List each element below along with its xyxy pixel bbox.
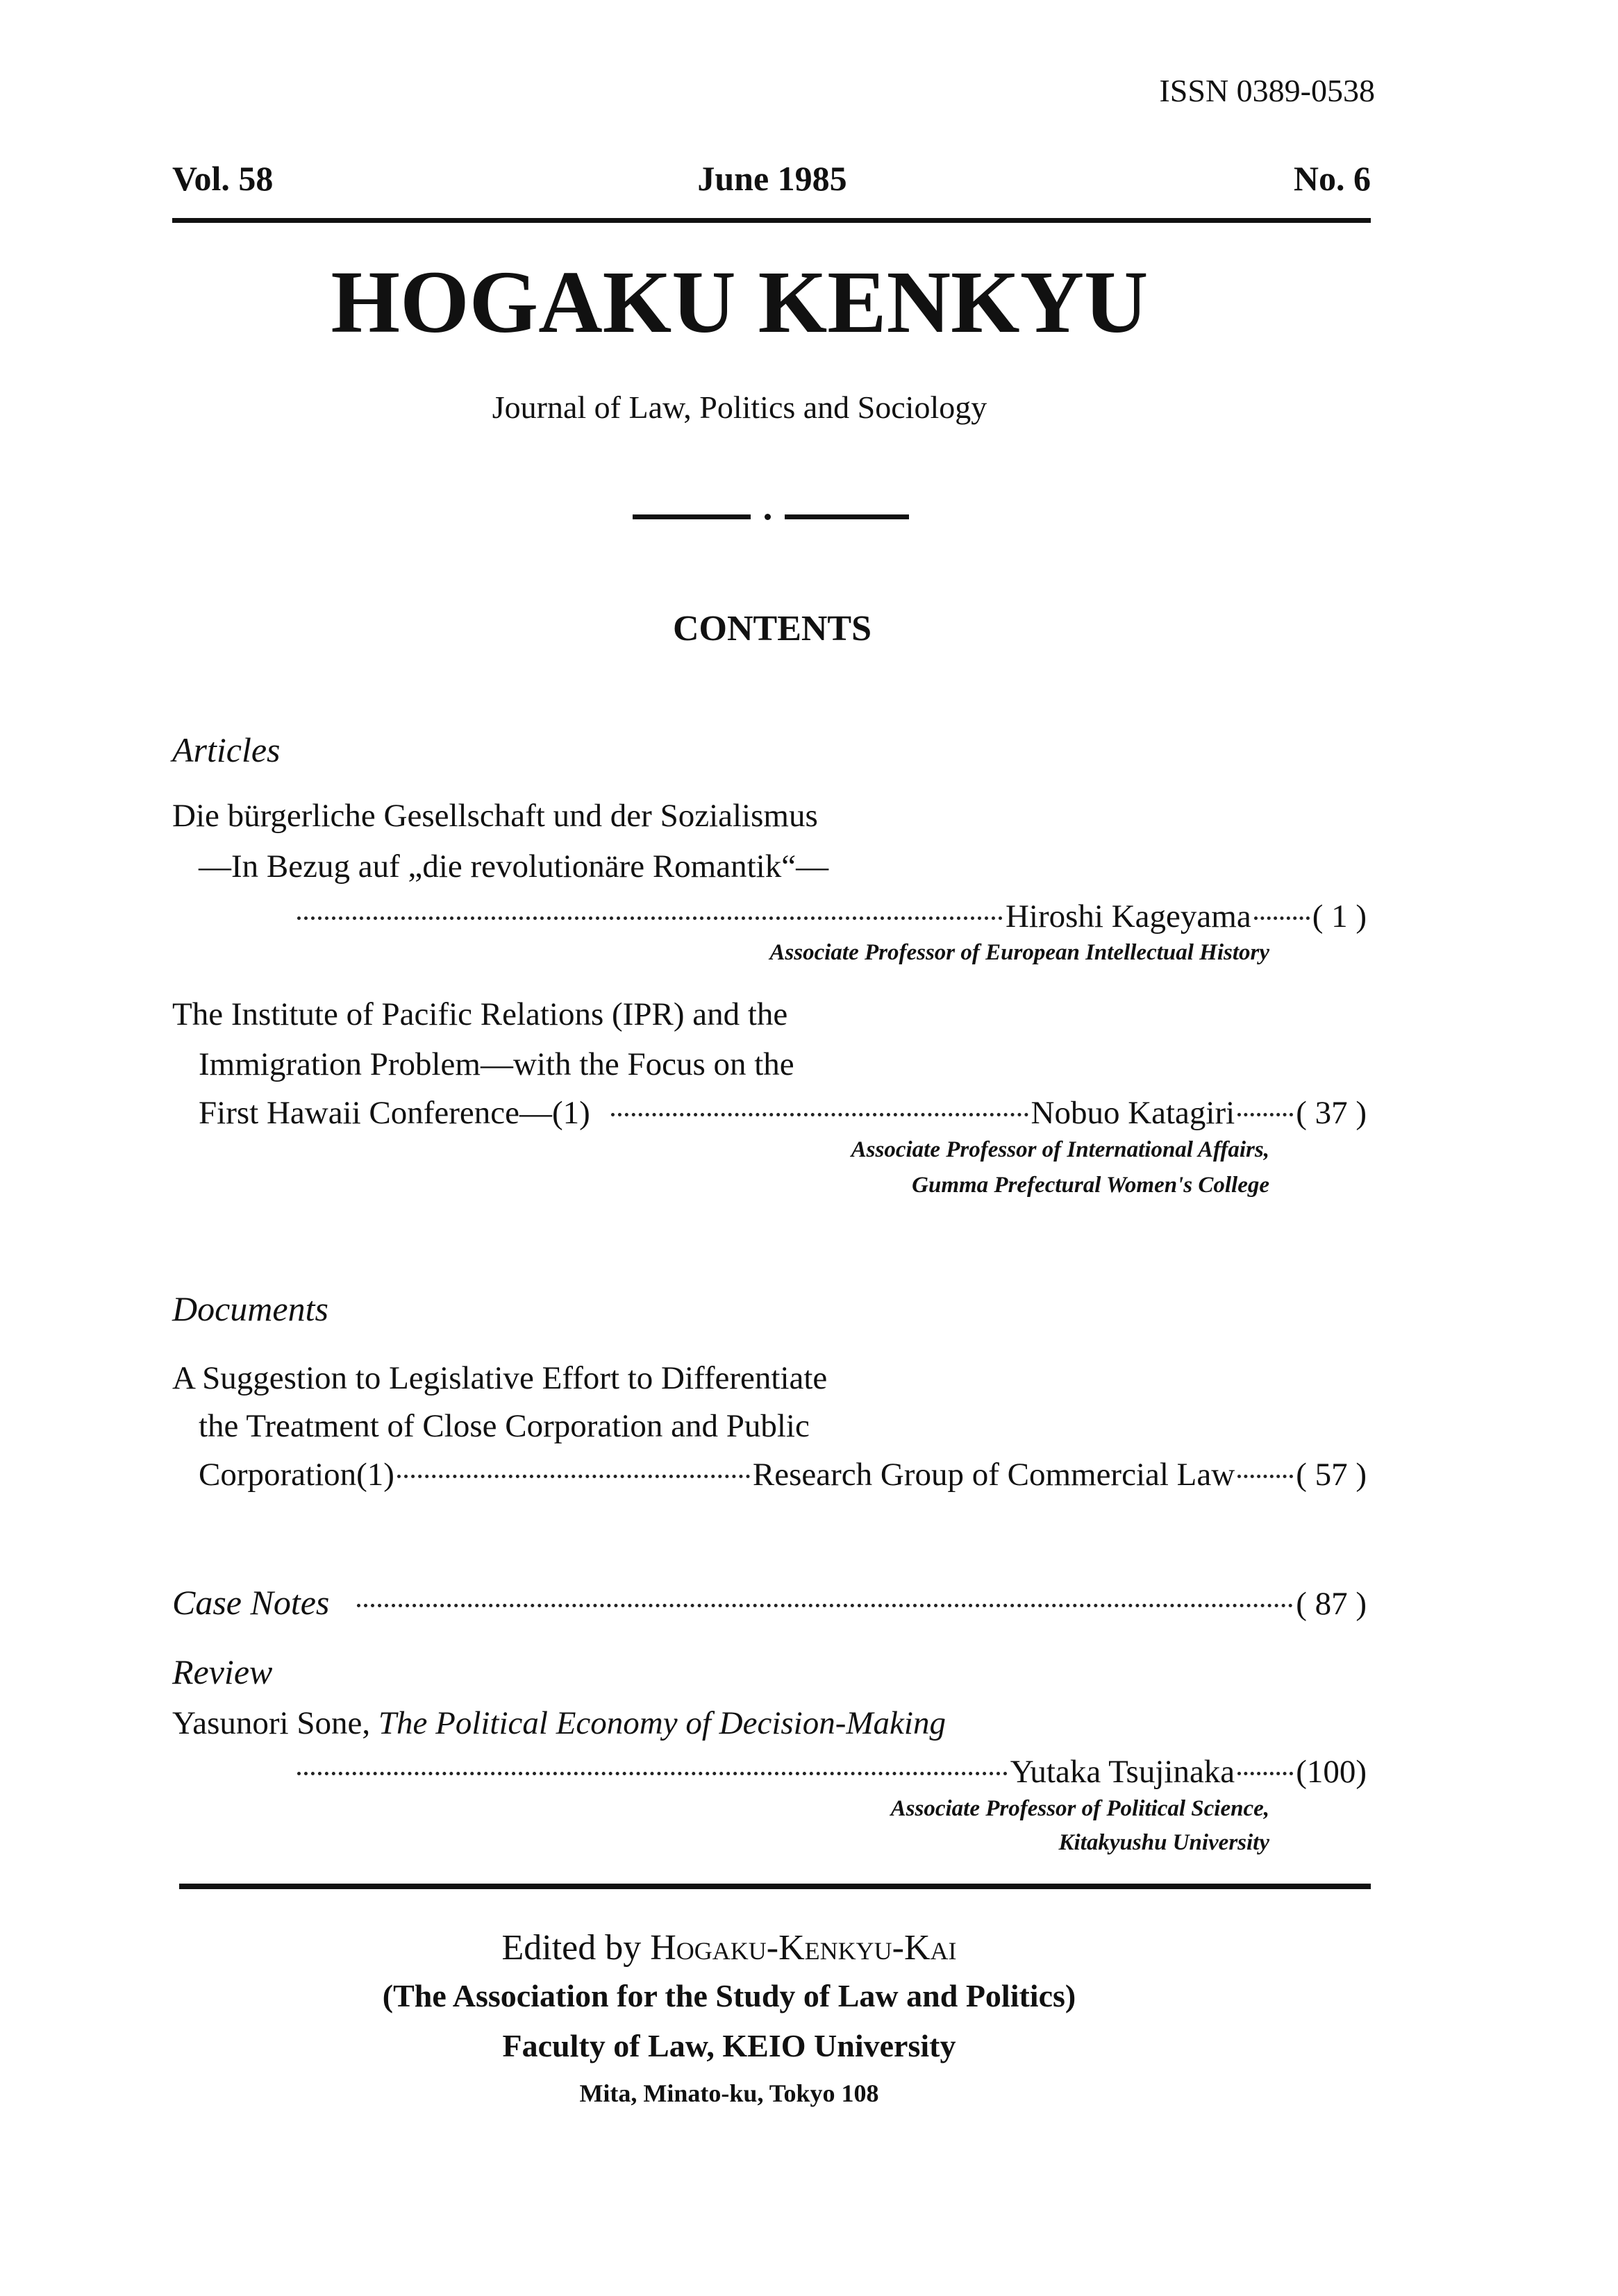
dot-leader: [611, 1113, 1028, 1116]
entry-page: ( 87 ): [1296, 1586, 1367, 1622]
dot-leader: [297, 1772, 1008, 1775]
entry-title: Die bürgerliche Gesellschaft und der Sozialismus: [172, 798, 818, 834]
issn: ISSN 0389-0538: [1159, 73, 1375, 108]
entry-subtitle: —In Bezug auf „die revolutionäre Romantik“—: [199, 848, 829, 885]
journal-title: HOGAKU KENKYU: [331, 253, 1149, 351]
header-rule: [172, 218, 1371, 223]
dot-leader: [1237, 1475, 1293, 1478]
association-name: (The Association for the Study of Law and Politics): [382, 1978, 1076, 2013]
entry-page: ( 37 ): [1296, 1095, 1367, 1131]
entry-title: A Suggestion to Legislative Effort to Differentiate: [172, 1360, 828, 1396]
section-heading-articles: Articles: [172, 730, 281, 769]
entry-author: Nobuo Katagiri: [1031, 1095, 1235, 1131]
contents-heading: CONTENTS: [672, 609, 872, 648]
dot-leader: [1237, 1772, 1293, 1775]
edited-by: [0, 1927, 1458, 1968]
dot-leader: [397, 1475, 750, 1478]
entry-affiliation: Associate Professor of International Affairs,: [851, 1137, 1269, 1162]
section-heading-case-notes: Case Notes: [172, 1583, 330, 1622]
entry-affiliation: Kitakyushu University: [1058, 1830, 1269, 1855]
dot-leader: [1237, 1113, 1293, 1116]
editor-name: Hogaku-Kenkyu-Kai: [650, 1928, 957, 1968]
entry-title: the Treatment of Close Corporation and Public: [199, 1408, 810, 1444]
entry-affiliation: Associate Professor of European Intellectual History: [769, 940, 1269, 965]
dot-leader: [1254, 916, 1310, 920]
entry-title: Corporation(1): [199, 1457, 394, 1493]
entry-title: First Hawaii Conference—(1): [199, 1095, 590, 1131]
entry-affiliation: Gumma Prefectural Women's College: [912, 1173, 1269, 1198]
edited-by-label: Edited by: [501, 1928, 651, 1968]
dot-leader: [357, 1604, 1293, 1607]
footer-rule: [179, 1884, 1371, 1889]
section-heading-review: Review: [172, 1652, 273, 1691]
entry-title: Immigration Problem—with the Focus on the: [199, 1046, 794, 1082]
address: Mita, Minato-ku, Tokyo 108: [579, 2079, 879, 2107]
entry-title: The Institute of Pacific Relations (IPR) and the: [172, 996, 788, 1032]
review-title-line: [172, 1699, 946, 1748]
section-heading-documents: Documents: [172, 1289, 328, 1328]
volume: Vol. 58: [172, 159, 274, 198]
entry-author: Research Group of Commercial Law: [752, 1457, 1235, 1493]
entry-page: (100): [1296, 1754, 1367, 1790]
issue-date: June 1985: [697, 159, 847, 198]
entry-author: Yutaka Tsujinaka: [1010, 1754, 1235, 1790]
issue-number: No. 6: [1293, 159, 1371, 198]
dot-leader: [297, 916, 1003, 920]
entry-page: ( 1 ): [1312, 898, 1367, 935]
faculty-name: Faculty of Law, KEIO University: [502, 2028, 956, 2063]
entry-author: Hiroshi Kageyama: [1005, 898, 1251, 935]
entry-affiliation: Associate Professor of Political Science,: [890, 1796, 1269, 1821]
book-title: The Political Economy of Decision-Making: [378, 1705, 946, 1741]
book-author: Yasunori Sone,: [172, 1705, 378, 1741]
journal-subtitle: Journal of Law, Politics and Sociology: [492, 389, 987, 425]
entry-page: ( 57 ): [1296, 1457, 1367, 1493]
